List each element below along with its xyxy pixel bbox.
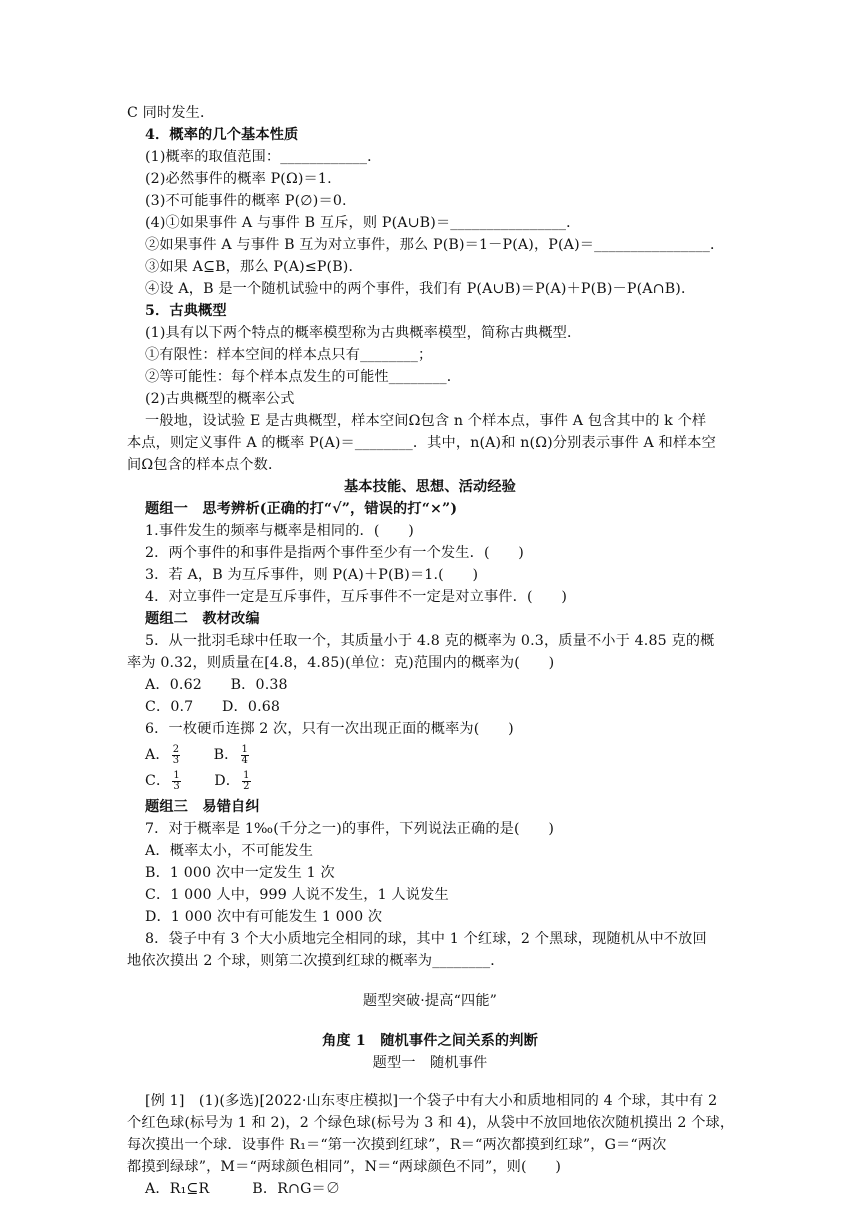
question-item: 6．一枚硬币连掷 2 次，只有一次出现正面的概率为( ) (145, 721, 514, 737)
question-item: 8．袋子中有 3 个大小质地完全相同的球，其中 1 个红球，2 个黑球，现随机从中不放回 (145, 931, 707, 947)
question-item: 率为 0.32，则质量在[4.8，4.85)(单位：克)范围内的概率为( ) (127, 655, 555, 671)
text-line: 本点，则定义事件 A 的概率 P(A)＝________．其中，n(A)和 n(Ω)分别表示事件 A 和样本空 (127, 435, 716, 451)
fraction: $\frac{1}{2}$ (243, 769, 250, 792)
question-item: 4．对立事件一定是互斥事件，互斥事件不一定是对立事件．( ) (145, 589, 567, 605)
text-line: (3)不可能事件的概率 P(∅)＝0. (145, 193, 347, 209)
answer-options: C． $\frac{1}{3}$ D． $\frac{1}{2}$ (145, 769, 250, 792)
question-item: 7．对于概率是 1‰(千分之一)的事件，下列说法正确的是( ) (145, 821, 555, 837)
group-heading: 题组三 易错自纠 (145, 799, 260, 815)
section-title: 基本技能、思想、活动经验 (343, 479, 517, 495)
text-line: ②如果事件 A 与事件 B 互为对立事件，那么 P(B)＝1－P(A)，P(A)＝________________． (145, 237, 725, 253)
part-title: 题型突破·提高“四能” (362, 993, 498, 1009)
question-item: 5．从一批羽毛球中任取一个，其质量小于 4.8 克的概率为 0.3，质量不小于 4.85 克的概 (145, 633, 715, 649)
question-item: 地依次摸出 2 个球，则第二次摸到红球的概率为________． (127, 953, 505, 969)
text-line: ④设 A，B 是一个随机试验中的两个事件，我们有 P(A∪B)＝P(A)＋P(B)－P(A∩B)． (145, 281, 696, 297)
group-heading: 题组二 教材改编 (145, 611, 260, 627)
text-line: (4)①如果事件 A 与事件 B 互斥，则 P(A∪B)＝________________． (145, 215, 581, 231)
text-line: ②等可能性：每个样本点发生的可能性________． (145, 369, 462, 385)
example-text: 每次摸出一个球．设事件 R₁＝“第一次摸到红球”，R＝“两次都摸到红球”，G＝“两次 (127, 1137, 667, 1153)
answer-options: A． $\frac{2}{3}$ B． $\frac{1}{4}$ (145, 743, 249, 766)
fraction: $\frac{1}{3}$ (173, 769, 180, 792)
text-line: (1)概率的取值范围：____________． (145, 149, 382, 165)
fraction: $\frac{1}{4}$ (241, 743, 249, 766)
answer-options: A．0.62 B．0.38 (145, 677, 288, 693)
answer-option: C．1 000 人中，999 人说不发生，1 人说发生 (145, 887, 449, 903)
group-heading: 题组一 思考辨析(正确的打“√”，错误的打“×”) (145, 501, 458, 517)
section-heading: 5．古典概型 (145, 303, 227, 319)
answer-options: C．0.7 D．0.68 (145, 699, 281, 715)
text-line: (1)具有以下两个特点的概率模型称为古典概率模型，简称古典概型． (145, 325, 582, 341)
example-text: 都摸到绿球”，M＝“两球颜色相同”，N＝“两球颜色不同”，则( ) (127, 1159, 562, 1175)
question-item: 3．若 A，B 为互斥事件，则 P(A)＋P(B)＝1.( ) (145, 567, 479, 583)
section-heading: 4．概率的几个基本性质 (145, 127, 299, 143)
text-line: ③如果 A⊆B，那么 P(A)≤P(B)． (145, 259, 363, 275)
answer-option: D．1 000 次中有可能发生 1 000 次 (145, 909, 383, 925)
text-line: ①有限性：样本空间的样本点只有________； (145, 347, 433, 363)
text-line: (2)古典概型的概率公式 (145, 391, 295, 407)
text-line: 间Ω包含的样本点个数． (127, 457, 283, 473)
text-line: C 同时发生． (127, 105, 215, 121)
question-item: 2．两个事件的和事件是指两个事件至少有一个发生．( ) (145, 545, 524, 561)
fraction: $\frac{2}{3}$ (172, 743, 180, 766)
question-item: 1.事件发生的频率与概率是相同的．( ) (145, 523, 414, 539)
angle-title: 角度 1 随机事件之间关系的判断 (322, 1033, 538, 1049)
text-line: (2)必然事件的概率 P(Ω)＝1. (145, 171, 332, 187)
answer-option: B．1 000 次中一定发生 1 次 (145, 865, 335, 881)
answer-option: A．概率太小，不可能发生 (145, 843, 314, 859)
type-title: 题型一 随机事件 (372, 1055, 488, 1071)
text-line: 一般地，设试验 E 是古典概型，样本空间Ω包含 n 个样本点，事件 A 包含其中的 k 个样 (145, 413, 707, 429)
example-text: [例 1] (1)(多选)[2022·山东枣庄模拟]一个袋子中有大小和质地相同的 4 个球，其中有 2 (145, 1093, 718, 1109)
answer-options: A．R₁⊆R B．R∩G＝∅ (145, 1181, 341, 1197)
example-text: 个红色球(标号为 1 和 2)，2 个绿色球(标号为 3 和 4)，从袋中不放回地依次随机摸出 2 个球， (127, 1115, 735, 1131)
